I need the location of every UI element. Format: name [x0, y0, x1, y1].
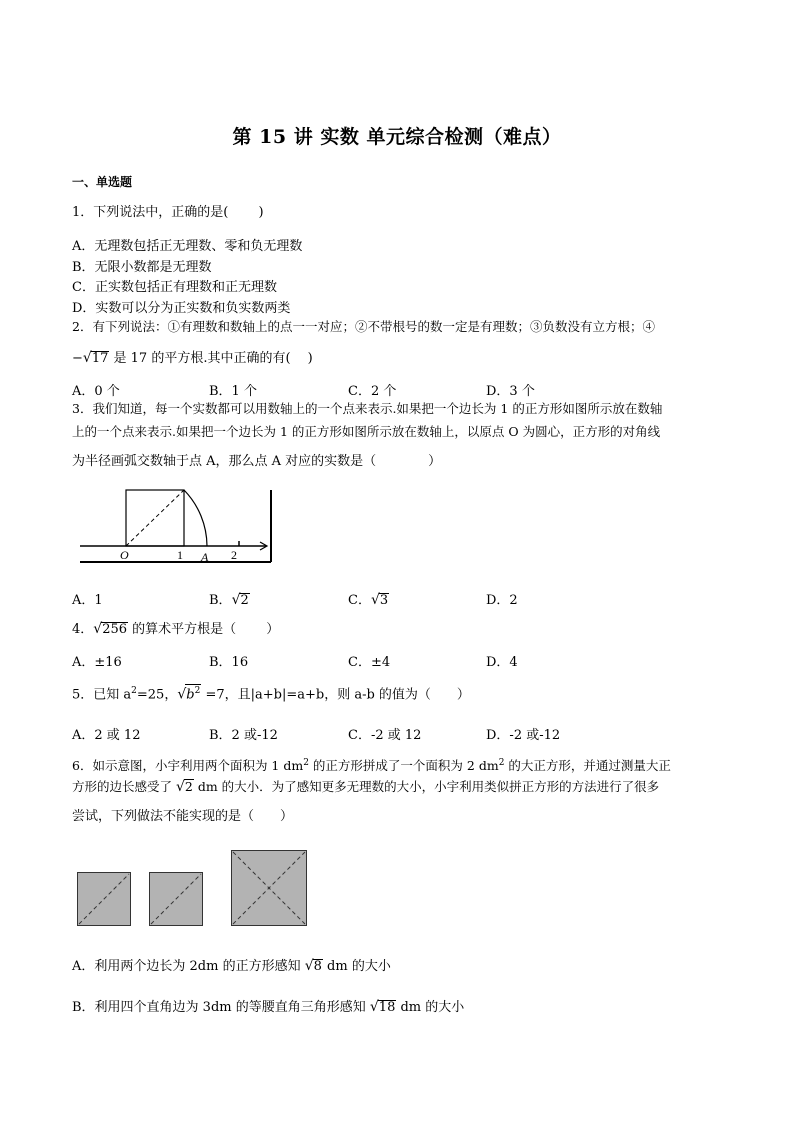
minus-sign: −: [72, 351, 83, 366]
question-5-stem: [72, 682, 470, 704]
q2-option-d[interactable]: D．3 个: [486, 384, 535, 399]
q5-radicand: [185, 684, 201, 701]
square-1-diagonal: [77, 872, 131, 926]
q5-option-a[interactable]: A．2 或 12: [72, 728, 141, 743]
label-o: O: [120, 548, 129, 562]
question-2-line-1: 2．有下列说法：①有理数和数轴上的点一一对应；②不带根号的数一定是有理数；③负数没有立方根；④: [72, 319, 655, 334]
question-4-stem: [72, 620, 279, 639]
square-2-diagonal: [149, 872, 203, 926]
q2-option-a[interactable]: A．0 个: [72, 384, 120, 399]
small-square-1: [77, 872, 131, 926]
q4-option-c[interactable]: C．±4: [348, 655, 391, 670]
q6-option-b[interactable]: [72, 996, 464, 1015]
q5-radicand-var: b: [186, 687, 195, 703]
label-one: 1: [177, 548, 183, 562]
q6-line-2-a: 方形的边长感受了: [72, 779, 176, 794]
sqrt-icon: √: [82, 350, 92, 366]
label-two: 2: [231, 548, 237, 562]
q3-option-c[interactable]: [348, 589, 389, 608]
sqrt-icon: √: [177, 686, 187, 703]
question-3-line-2: 上的一个点来表示.如果把一个边长为 1 的正方形如图所示放在数轴上，以原点 O 为圆心，正方形的对角线: [72, 424, 661, 439]
q3-option-b[interactable]: [209, 589, 250, 608]
sqrt-icon: √: [175, 779, 185, 795]
q6-option-a-suffix: dm 的大小: [322, 959, 391, 974]
question-3-line-1: 3．我们知道，每一个实数都可以用数轴上的一个点来表示.如果把一个边长为 1 的正方形如图所示放在数轴: [72, 401, 663, 416]
q5-superscript: 2: [131, 686, 137, 696]
small-square-2: [149, 872, 203, 926]
question-3-line-3: 为半径画弧交数轴于点 A，那么点 A 对应的实数是（ ）: [72, 454, 442, 469]
q2-option-b[interactable]: B．1 个: [209, 384, 257, 399]
q1-option-d[interactable]: D．实数可以分为正实数和负实数两类: [72, 301, 291, 316]
number-line-figure: [80, 486, 280, 566]
q6-option-b-text: B．利用四个直角边为 3dm 的等腰直角三角形感知: [72, 1000, 370, 1015]
q3-option-b-label: B．: [209, 593, 232, 608]
square-diagonal: [126, 490, 184, 546]
q5-option-b[interactable]: B．2 或-12: [209, 728, 278, 743]
q5-text-3: =7，且|a+b|=a+b，则 a-b 的值为（ ）: [201, 687, 470, 703]
page-title: 第 15 讲 实数 单元综合检测（难点）: [232, 126, 562, 148]
q5-option-d[interactable]: D．-2 或-12: [486, 728, 561, 743]
q3-option-b-radicand: 2: [240, 593, 249, 608]
section-heading: 一、单选题: [72, 175, 133, 189]
question-6-line-1: [72, 754, 671, 775]
q3-option-c-radicand: 3: [379, 593, 389, 608]
sqrt-icon: √: [369, 999, 379, 1015]
q4-option-a[interactable]: A．±16: [72, 655, 122, 670]
question-6-line-2: [72, 778, 659, 796]
question-6-line-3: 尝试，下列做法不能实现的是（ ）: [72, 809, 294, 824]
q4-radicand: 256: [102, 622, 128, 637]
radius-arc: [184, 490, 207, 546]
sqrt-icon: √: [231, 592, 241, 608]
q6-option-a[interactable]: [72, 955, 391, 974]
sqrt-icon: √: [93, 621, 103, 637]
q4-number: 4．: [72, 622, 94, 637]
q6-line-2-b: dm 的大小．为了感知更多无理数的大小，小宇利用类似拼正方形的方法进行了很多: [193, 779, 660, 794]
q5-text-2: =25，: [136, 687, 178, 703]
q3-option-a-label: A．1: [72, 593, 103, 608]
q6-option-b-radicand: 18: [378, 1000, 396, 1015]
question-2-line-2: [72, 349, 313, 368]
sqrt-icon: √: [370, 592, 380, 608]
large-square: [231, 850, 307, 926]
q6-line-1-c: 的大正方形，并通过测量大正: [504, 758, 671, 774]
q6-sup-2: 2: [498, 758, 505, 768]
q4-option-b[interactable]: B．16: [209, 655, 249, 670]
q4-stem-text: 的算术平方根是（ ）: [128, 622, 280, 637]
q2-option-c[interactable]: C．2 个: [348, 384, 397, 399]
q5-text-1: 5．已知 a: [72, 687, 132, 703]
label-a: A: [201, 550, 209, 564]
q6-line-1-b: 的正方形拼成了一个面积为 2 dm: [308, 758, 499, 774]
sqrt-icon: √: [304, 958, 314, 974]
q3-option-a[interactable]: [72, 589, 103, 608]
q1-option-c[interactable]: C．正实数包括正有理数和正无理数: [72, 280, 277, 295]
q2-radicand: 17: [91, 351, 109, 366]
q5-radicand-exp: 2: [194, 686, 201, 696]
q6-option-a-text: A．利用两个边长为 2dm 的正方形感知: [72, 959, 305, 974]
q6-option-a-radicand: 8: [313, 959, 322, 974]
q3-option-d[interactable]: [486, 589, 518, 608]
q3-option-c-label: C．: [348, 593, 371, 608]
q6-sup-1: 2: [303, 758, 309, 768]
q1-option-b[interactable]: B．无限小数都是无理数: [72, 260, 212, 275]
q3-option-d-label: D．2: [486, 593, 518, 608]
q2-line-2-text: 是 17 的平方根.其中正确的有( ): [109, 351, 313, 366]
q6-radicand: 2: [184, 779, 193, 794]
q6-line-1-a: 6．如示意图，小宇利用两个面积为 1 dm: [72, 758, 304, 774]
question-1-stem: 1．下列说法中，正确的是( ): [72, 205, 264, 220]
q1-option-a[interactable]: A．无理数包括正无理数、零和负无理数: [72, 239, 303, 254]
q6-option-b-suffix: dm 的大小: [396, 1000, 465, 1015]
q4-option-d[interactable]: D．4: [486, 655, 518, 670]
q5-option-c[interactable]: C．-2 或 12: [348, 728, 422, 743]
large-square-diagonals: [231, 850, 307, 926]
